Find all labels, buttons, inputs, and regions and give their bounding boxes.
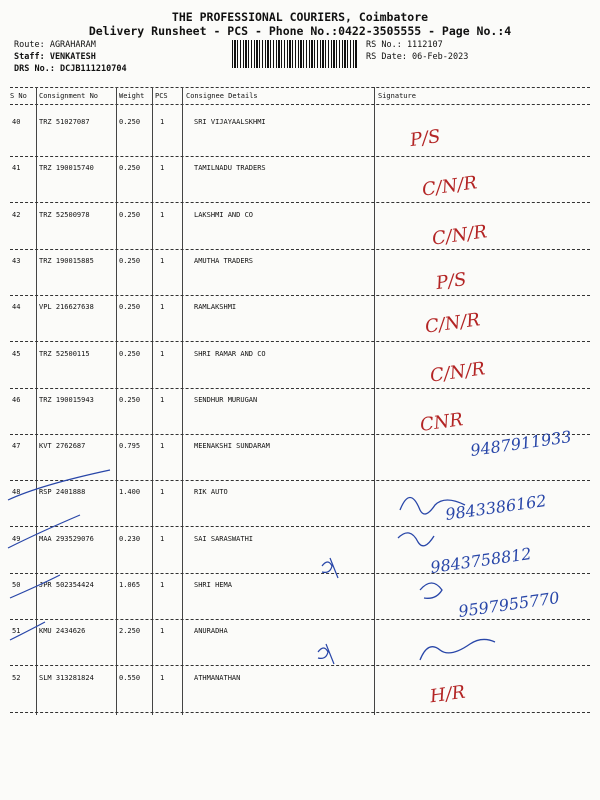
col-header-signature: Signature [378, 92, 416, 100]
row-weight: 0.230 [119, 534, 141, 543]
row-consignee-name: MEENAKSHI SUNDARAM [194, 442, 270, 451]
page-subtitle: Delivery Runsheet - PCS - Phone No.:0422-3505555 - Page No.:4 [88, 24, 512, 38]
row-pcs: 1 [160, 581, 165, 589]
row-consignee-name: TAMILNADU TRADERS [194, 164, 266, 173]
row-pcs: 1 [160, 164, 165, 173]
row-weight: 0.250 [119, 349, 141, 358]
row-handwritten-signature: C/N/R [430, 220, 489, 250]
row-weight: 0.250 [119, 210, 141, 219]
col-header-consignee: Consignee Details [186, 92, 258, 100]
row-handwritten-signature: C/N/R [420, 172, 479, 202]
row-weight: 0.795 [119, 442, 141, 451]
row-pcs: 1 [160, 442, 165, 451]
signature-scribble [400, 498, 465, 515]
row-consignment-number: JPR 502354424 [39, 581, 94, 589]
row-consignee-name: RAMLAKSHMI [194, 303, 237, 312]
row-serial-number: 47 [12, 442, 21, 451]
col-header-pcs: PCS [155, 92, 168, 100]
row-pcs: 1 [160, 303, 165, 312]
row-consignee-name: SHRI HEMA [194, 581, 232, 589]
row-weight: 0.250 [119, 303, 141, 312]
row-consignment-number: TRZ 52500115 [39, 349, 90, 358]
row-consignee-name: ANURADHA [194, 627, 228, 636]
row-serial-number: 44 [12, 303, 21, 312]
row-consignment-number: TRZ 190015885 [39, 256, 94, 265]
row-weight: 0.250 [119, 256, 141, 265]
row-consignee-name: AMUTHA TRADERS [194, 256, 254, 265]
row-handwritten-signature: 9597955770 [457, 588, 561, 621]
row-handwritten-signature: 9843758812 [429, 543, 533, 577]
row-pcs: 1 [160, 118, 165, 126]
signature-scribble [420, 639, 495, 660]
staff-label: Staff: VENKATESH [14, 52, 96, 62]
row-pcs: 1 [160, 673, 165, 682]
route-label: Route: AGRAHARAM [14, 40, 96, 50]
row-consignment-number: TRZ 51027087 [39, 118, 90, 126]
row-consignment-number: SLM 313281824 [39, 673, 94, 682]
row-serial-number: 40 [12, 118, 21, 126]
row-pcs: 1 [160, 488, 165, 497]
tick-mark [318, 644, 334, 664]
row-pcs: 1 [160, 627, 165, 636]
row-consignment-number: KMU 2434626 [39, 627, 86, 636]
row-handwritten-signature: 9487911933 [469, 427, 573, 461]
row-consignee-name: SAI SARASWATHI [194, 534, 254, 543]
row-handwritten-signature: 9843386162 [444, 491, 548, 525]
row-pcs: 1 [160, 210, 165, 219]
row-consignment-number: TRZ 190015740 [39, 164, 94, 173]
pen-stroke [10, 622, 45, 640]
row-handwritten-signature: P/S [434, 268, 468, 294]
row-consignment-number: KVT 2762687 [39, 442, 86, 451]
row-serial-number: 51 [12, 627, 21, 636]
row-consignee-name: RIK AUTO [194, 488, 228, 497]
row-consignment-number: TRZ 190015943 [39, 395, 94, 404]
row-serial-number: 52 [12, 673, 21, 682]
row-consignee-name: ATHMANATHAN [194, 673, 241, 682]
signature-scribble [398, 533, 434, 546]
row-consignee-name: SENDHUR MURUGAN [194, 395, 258, 404]
row-weight: 0.250 [119, 118, 141, 126]
col-header-sno: S No [10, 92, 27, 100]
row-consignment-number: RSP 2401888 [39, 488, 86, 497]
row-weight: 2.250 [119, 627, 141, 636]
row-consignee-name: LAKSHMI AND CO [194, 210, 254, 219]
row-pcs: 1 [160, 534, 165, 543]
row-weight: 1.065 [119, 581, 141, 589]
row-serial-number: 45 [12, 349, 21, 358]
row-serial-number: 46 [12, 395, 21, 404]
row-serial-number: 49 [12, 534, 21, 543]
row-serial-number: 43 [12, 256, 21, 265]
rs-date: RS Date: 06-Feb-2023 [366, 52, 469, 62]
rs-number: RS No.: 1112107 [366, 40, 443, 50]
row-handwritten-signature: H/R [428, 681, 467, 707]
pen-stroke [8, 470, 110, 500]
row-handwritten-signature: CNR [418, 408, 465, 436]
col-header-consignment: Consignment No [39, 92, 99, 100]
row-handwritten-signature: C/N/R [423, 309, 482, 338]
signature-scribble [420, 583, 442, 598]
row-pcs: 1 [160, 256, 165, 265]
pen-stroke [8, 515, 80, 548]
row-consignee-name: SHRI RAMAR AND CO [194, 349, 266, 358]
row-serial-number: 48 [12, 488, 21, 497]
col-header-weight: Weight [119, 92, 145, 100]
row-consignment-number: VPL 216627638 [39, 303, 94, 312]
row-serial-number: 41 [12, 164, 21, 173]
row-pcs: 1 [160, 349, 165, 358]
row-weight: 0.250 [119, 164, 141, 173]
row-consignment-number: MAA 293529076 [39, 534, 94, 543]
row-serial-number: 42 [12, 210, 21, 219]
row-handwritten-signature: C/N/R [428, 357, 487, 387]
row-handwritten-signature: P/S [408, 125, 442, 152]
drs-number: DRS No.: DCJB111210704 [14, 64, 127, 74]
row-serial-number: 50 [12, 581, 21, 589]
row-weight: 1.400 [119, 488, 141, 497]
pen-stroke [10, 575, 60, 598]
tick-mark [322, 558, 338, 578]
row-weight: 0.250 [119, 395, 141, 404]
row-consignee-name: SRI VIJAYAALSKHMI [194, 118, 266, 126]
page-title: THE PROFESSIONAL COURIERS, Coimbatore [171, 10, 429, 24]
row-pcs: 1 [160, 395, 165, 404]
row-weight: 0.550 [119, 673, 141, 682]
row-consignment-number: TRZ 52500978 [39, 210, 90, 219]
